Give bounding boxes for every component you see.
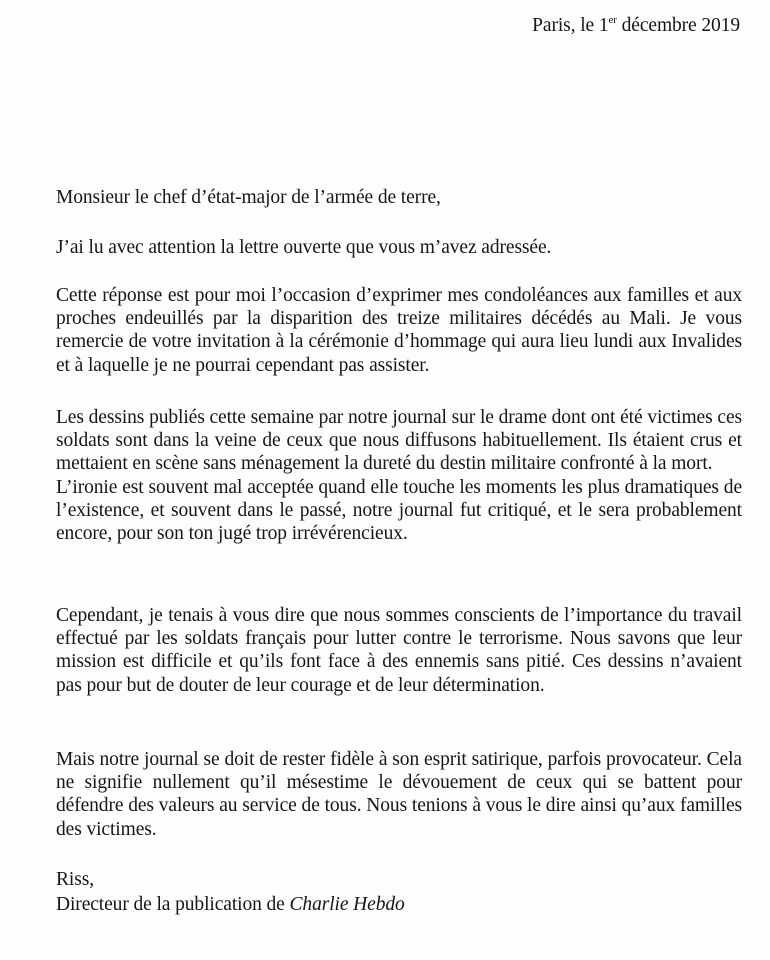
satire-paragraph: Mais notre journal se doit de rester fidèle à son esprit satirique, parfois provocateur. Cela ne signifie nullement qu’il mésestime le dévouement de ceux qui se battent pour défendre des valeurs au service de tous. Nous tenions à vous le dire ainsi qu’aux familles des victimes. [56,749,742,840]
drawings-block [56,406,742,545]
date-ordinal-suffix: er [608,14,617,26]
publication-name: Charlie Hebdo [289,894,405,915]
date-prefix: Paris, le 1 [532,15,609,36]
respect-paragraph: Cependant, je tenais à vous dire que nous sommes conscients de l’importance du travail effectué par les soldats français pour lutter contre le terrorisme. Nous savons que leur mission est difficile et qu’ils font face à des ennemis sans pitié. Ces dessins n’avaient pas pour but de douter de leur courage et de leur détermination. [56,605,742,696]
date-rest: décembre 2019 [616,15,740,36]
signature-name: Riss, [56,869,94,890]
drawings-paragraph: Les dessins publiés cette semaine par notre journal sur le drame dont ont été victimes ces soldats sont dans la veine de ceux que nous diffusons habituellement. Ils étaient crus et mettaient en scène sans ménagement la dureté du destin militaire confronté à la mort. [56,407,742,475]
letter-date [532,14,740,38]
signature-title-prefix: Directeur de la publication de [56,894,290,915]
condolences-paragraph: Cette réponse est pour moi l’occasion d’exprimer mes condoléances aux familles et aux proches endeuillés par la disparition des treize militaires décédés au Mali. Je vous remercie de votre invitation à la cérémonie d’hommage qui aura lieu lundi aux Invalides et à laquelle je ne pourrai cependant pas assister. [56,285,742,376]
salutation: Monsieur le chef d’état-major de l’armée de terre, [56,187,441,208]
intro-paragraph: J’ai lu avec attention la lettre ouverte que vous m’avez adressée. [56,237,552,258]
signature-title [56,893,405,917]
irony-paragraph: L’ironie est souvent mal acceptée quand elle touche les moments les plus dramatiques de l’existence, et souvent dans le passé, notre journal fut critiqué, et le sera probablement encore, pour son ton jugé trop irrévérencieux. [56,476,742,545]
